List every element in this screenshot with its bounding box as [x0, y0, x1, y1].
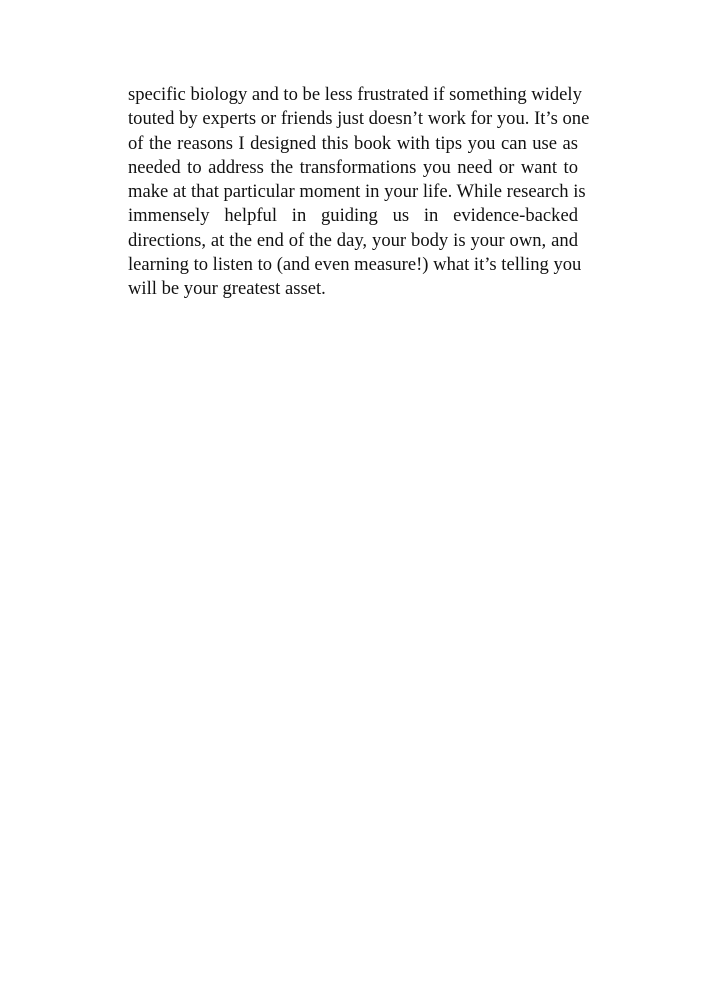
paragraph-line: immensely helpful in guiding us in evidence-backed: [128, 205, 578, 227]
paragraph-line: specific biology and to be less frustrated if something widely: [128, 84, 582, 105]
paragraph-line: directions, at the end of the day, your body is your own, and: [128, 229, 578, 251]
paragraph-line: of the reasons I designed this book with tips you can use as: [128, 132, 578, 154]
body-paragraph: [128, 83, 590, 302]
paragraph-line: learning to listen to (and even measure!) what it’s telling you: [128, 254, 582, 276]
paragraph-line: make at that particular moment in your life. While research is: [128, 181, 586, 203]
paragraph-line: needed to address the transformations you need or want to: [128, 156, 578, 178]
paragraph-line: touted by experts or friends just doesn’t work for you. It’s one: [128, 108, 590, 130]
paragraph-line: will be your greatest asset.: [128, 278, 326, 300]
